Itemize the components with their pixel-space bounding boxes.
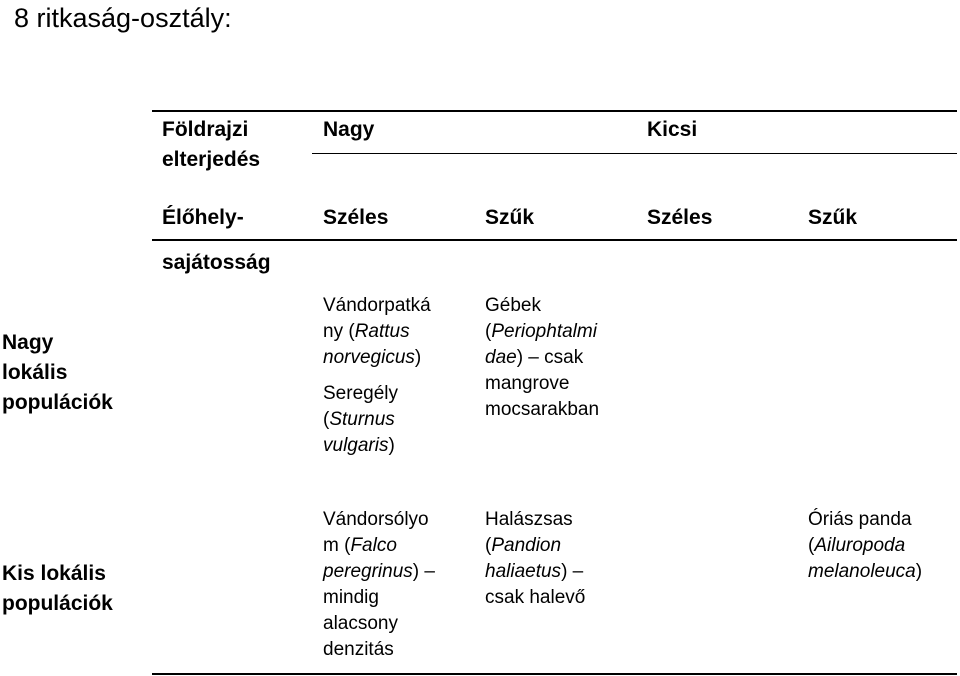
text-run: ) –: [412, 561, 435, 582]
row-label-line: populációk: [2, 391, 113, 414]
text-run: ) – csak: [516, 347, 584, 368]
row-label-line: Kis lokális: [2, 562, 106, 585]
text-run: Vándorsólyo: [323, 509, 429, 530]
species-entry: [323, 381, 431, 459]
species-line: [485, 319, 599, 345]
text-run: m (: [323, 535, 351, 556]
subheader-col-3: Széles: [647, 206, 713, 229]
species-line: [323, 407, 431, 433]
text-run: mangrove: [485, 373, 570, 394]
text-run: ): [915, 561, 923, 582]
text-run: denzitás: [323, 639, 394, 660]
latin-name: Falco: [350, 535, 397, 556]
latin-name: Sturnus: [329, 409, 395, 430]
subheader-col-4: Szűk: [808, 206, 858, 229]
row-label-line: populációk: [2, 592, 113, 615]
header-label-line: Földrajzi: [162, 118, 249, 141]
species-line: [808, 507, 922, 533]
habitat-label-line-2: sajátosság: [162, 251, 271, 274]
row-label-nagy: [2, 328, 113, 418]
header-label-line: elterjedés: [162, 148, 261, 171]
text-run: Gébek: [485, 295, 541, 316]
species-entry: [808, 507, 922, 585]
header-nagy: Nagy: [323, 118, 375, 141]
species-line: [485, 585, 585, 611]
page-title: 8 ritkaság-osztály:: [14, 3, 232, 33]
text-run: alacsony: [323, 613, 398, 634]
species-entry: [485, 507, 585, 611]
latin-name: peregrinus: [323, 561, 413, 582]
species-entry: [323, 293, 431, 371]
row-label-kis: [2, 559, 113, 619]
text-run: (: [808, 535, 815, 556]
species-line: [323, 381, 431, 407]
species-entry: [323, 507, 435, 663]
species-line: [485, 397, 599, 423]
text-run: Seregély: [323, 383, 398, 404]
text-run: Vándorpatká: [323, 295, 431, 316]
bottom-rule: [152, 673, 957, 675]
top-rule: [152, 110, 957, 112]
cell-r2-c1: [323, 507, 435, 663]
species-entry: [485, 293, 599, 423]
species-line: [808, 559, 922, 585]
latin-name: Rattus: [354, 321, 410, 342]
cell-r1-c1: [323, 293, 431, 459]
species-line: [323, 293, 431, 319]
header-kicsi: Kicsi: [647, 118, 698, 141]
latin-name: melanoleuca: [808, 561, 916, 582]
cell-r2-c2: [485, 507, 585, 611]
species-line: [323, 611, 435, 637]
cell-r1-c2: [485, 293, 599, 423]
text-run: (: [323, 409, 330, 430]
text-run: mindig: [323, 587, 379, 608]
latin-name: Pandion: [491, 535, 562, 556]
habitat-label-line-1: Élőhely-: [162, 206, 244, 229]
latin-name: norvegicus: [323, 347, 415, 368]
species-line: [323, 319, 431, 345]
row-label-line: Nagy: [2, 331, 54, 354]
latin-name: Periophtalmi: [491, 321, 597, 342]
text-run: ): [414, 347, 422, 368]
row-label-line: lokális: [2, 361, 68, 384]
species-line: [485, 371, 599, 397]
text-run: (: [485, 321, 492, 342]
species-line: [323, 585, 435, 611]
species-line: [808, 533, 922, 559]
text-run: mocsarakban: [485, 399, 600, 420]
geo-distribution-label: [162, 115, 260, 175]
subheader-col-1: Széles: [323, 206, 389, 229]
species-line: [485, 507, 585, 533]
latin-name: dae: [485, 347, 517, 368]
species-line: [485, 345, 599, 371]
cell-r2-c4: [808, 507, 922, 585]
text-run: Óriás panda: [808, 509, 912, 530]
text-run: ): [388, 435, 395, 456]
text-run: ny (: [323, 321, 355, 342]
header-rule: [152, 239, 957, 241]
species-line: [485, 533, 585, 559]
latin-name: Ailuropoda: [814, 535, 906, 556]
species-line: [323, 533, 435, 559]
species-line: [323, 507, 435, 533]
text-run: csak halevő: [485, 587, 586, 608]
subheader-col-2: Szűk: [485, 206, 535, 229]
species-line: [323, 637, 435, 663]
species-line: [323, 345, 431, 371]
text-run: ) –: [561, 561, 584, 582]
species-line: [485, 293, 599, 319]
text-run: (: [485, 535, 492, 556]
latin-name: vulgaris: [323, 435, 389, 456]
latin-name: haliaetus: [485, 561, 562, 582]
species-line: [485, 559, 585, 585]
header-divider: [312, 153, 957, 154]
text-run: Halászsas: [485, 509, 573, 530]
species-line: [323, 433, 431, 459]
species-line: [323, 559, 435, 585]
